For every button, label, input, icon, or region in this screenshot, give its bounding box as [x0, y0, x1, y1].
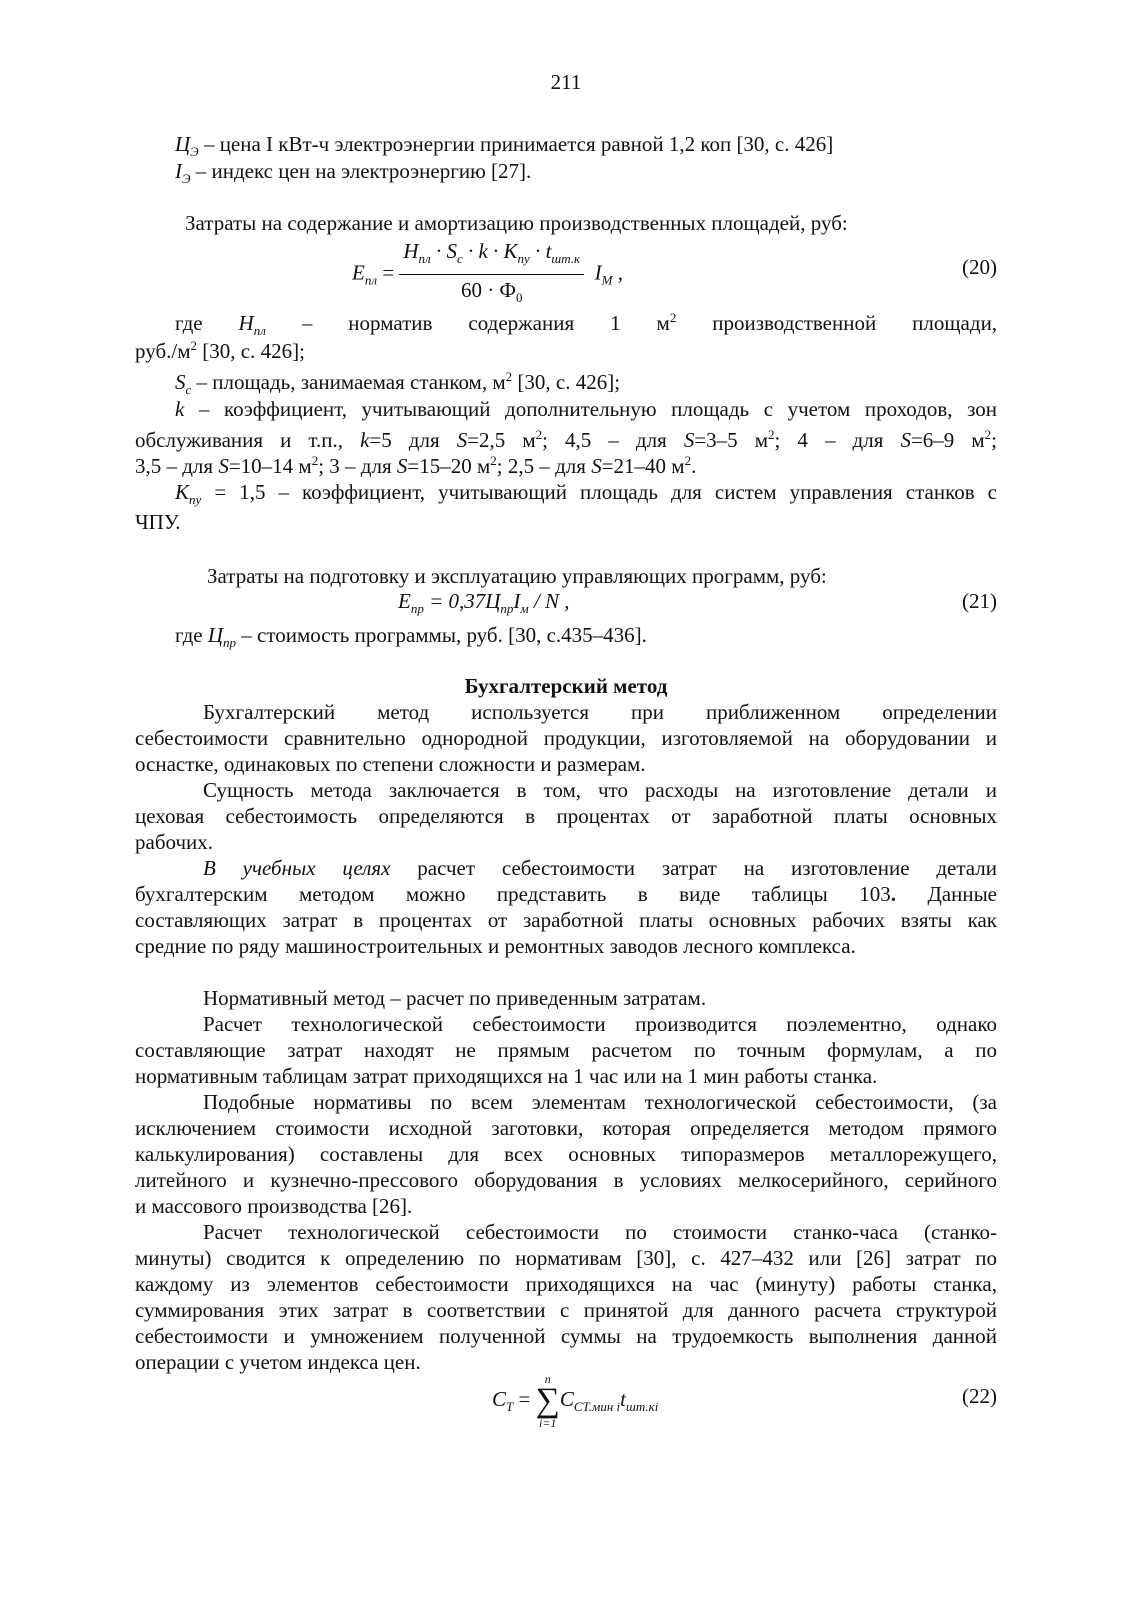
paragraph-calc-line-3: нормативным таблицам затрат приходящихся на 1 час или на 1 мин работы станка.: [135, 1064, 878, 1088]
paragraph-training-line-2: бухгалтерским методом можно представить в виде таблицы 103. Данные: [135, 882, 997, 906]
paragraph-essence-line-3: рабочих.: [135, 830, 214, 854]
equation-22: $C_T$ = n ∑ i=1 $C_{CT.мин i}t_{шт.кi}$: [492, 1372, 659, 1430]
section-heading: Бухгалтерский метод: [464, 674, 668, 698]
paragraph-machine-hour-line-4: суммирования этих затрат в соответствии с принятой для данного расчета структурой: [135, 1298, 997, 1322]
paragraph-machine-hour-line-3: каждому из элементов себестоимости приходящихся на час (минуту) работы станка,: [135, 1272, 997, 1296]
paragraph-calc-line-2: составляющие затрат находят не прямым расчетом по точным формулам, а по: [135, 1038, 997, 1062]
summation-symbol: n ∑ i=1: [535, 1372, 560, 1430]
text-line-k-values-1: обслуживания и т.п., k=5 для S=2,5 $м^2$; 4,5 – для S=3–5 $м^2$; 4 – для S=6–9 $м^2$;: [135, 427, 997, 452]
paragraph-essence-line-1: Сущность метода заключается в том, что расходы на изготовление детали и: [203, 778, 997, 802]
paragraph-machine-hour-line-2: минуты) сводится к определению по нормативам [30], с. 427–432 или [26] затрат по: [135, 1246, 997, 1270]
paragraph-norms-line-1: Подобные нормативы по всем элементам технологической себестоимости, (за: [203, 1090, 997, 1114]
paragraph-training-line-4: средние по ряду машиностроительных и ремонтных заводов лесного комплекса.: [135, 934, 856, 958]
page-number: 211: [550, 70, 582, 94]
text-line-cnc: ЧПУ.: [135, 510, 181, 534]
text-line-rub-m2: $руб./м^2$ [30, с. 426];: [135, 338, 305, 363]
paragraph-norms-line-2: исключением стоимости исходной заготовки, которая определяется методом прямого: [135, 1116, 997, 1140]
text-line-electricity-price: $Ц_Э$ – цена I кВт-ч электроэнергии принимается равной 1,2 коп [30, с. 426]: [175, 132, 834, 160]
text-line-electricity-index: $I_Э$ – индекс цен на электроэнергию [27].: [175, 159, 532, 187]
paragraph-machine-hour-line-6: операции с учетом индекса цен.: [135, 1350, 421, 1374]
text-line-normative-method: Нормативный метод – расчет по приведенным затратам.: [203, 986, 707, 1010]
paragraph-machine-hour-line-1: Расчет технологической себестоимости по стоимости станко-часа (станко-: [203, 1220, 997, 1244]
paragraph-norms-line-5: и массового производства [26].: [135, 1194, 413, 1218]
equation-22-number: (22): [962, 1384, 997, 1408]
text-line-k-values-2: 3,5 – для S=10–14 $м^2$; 3 – для S=15–20 $м^2$; 2,5 – для S=21–40 $м^2$.: [135, 453, 697, 478]
text-line-k: k – коэффициент, учитывающий дополнительную площадь с учетом проходов, зон: [175, 397, 997, 421]
paragraph-calc-line-1: Расчет технологической себестоимости производится поэлементно, однако: [203, 1012, 997, 1036]
text-line-kpu: $K_{пу} = 1,5$ – коэффициент, учитывающий площадь для систем управления станков с: [175, 480, 997, 508]
text-line-program-costs: Затраты на подготовку и эксплуатацию управляющих программ, руб:: [207, 564, 827, 588]
paragraph-accounting-line-2: себестоимости сравнительно однородной продукции, изготовляемой на оборудовании и: [135, 726, 997, 750]
paragraph-training-line-3: составляющих затрат в процентах от заработной платы основных рабочих взяты как: [135, 908, 997, 932]
paragraph-machine-hour-line-5: себестоимости и умножением полученной суммы на трудоемкость выполнения данной: [135, 1324, 997, 1348]
equation-21: $E_{пр} = 0,37Ц_{пр}I_м / N$ ,: [398, 589, 570, 617]
equation-20: $E_{пл}$ = $\frac{H_{пл} \cdot S_c \cdot k \cdot K_{пу} \cdot t_{шт.к}}{60 \cdot Ф_0}$ $I_M$ ,: [352, 238, 623, 311]
paragraph-accounting-line-1: Бухгалтерский метод используется при приближенном определении: [203, 700, 997, 724]
text-line-where-c: где $Ц_{пр}$ – стоимость программы, руб. [30, с.435–436].: [175, 623, 647, 651]
text-line-sc: $S_c$ – площадь, занимаемая станком, $м^2$ [30, с. 426];: [175, 369, 621, 398]
paragraph-training-line-1: В учебных целях расчет себестоимости затрат на изготовление детали: [203, 856, 998, 880]
text-line-area-costs: Затраты на содержание и амортизацию производственных площадей, руб:: [185, 211, 848, 235]
equation-20-fraction: $\frac{H_{пл} \cdot S_c \cdot k \cdot K_{пу} \cdot t_{шт.к}}{60 \cdot Ф_0}$: [399, 238, 584, 311]
text-line-where-h: где $H_{пл}$ – норматив содержания 1 $м^2$ производственной площади,: [175, 310, 998, 339]
paragraph-norms-line-3: калькулирования) составлены для всех основных типоразмеров металлорежущего,: [135, 1142, 997, 1166]
paragraph-essence-line-2: цеховая себестоимость определяются в процентах от заработной платы основных: [135, 804, 997, 828]
paragraph-norms-line-4: литейного и кузнечно-прессового оборудования в условиях мелкосерийного, серийного: [135, 1168, 997, 1192]
paragraph-accounting-line-3: оснастке, одинаковых по степени сложности и размерам.: [135, 752, 646, 776]
equation-21-number: (21): [962, 589, 997, 613]
equation-20-number: (20): [962, 255, 997, 279]
